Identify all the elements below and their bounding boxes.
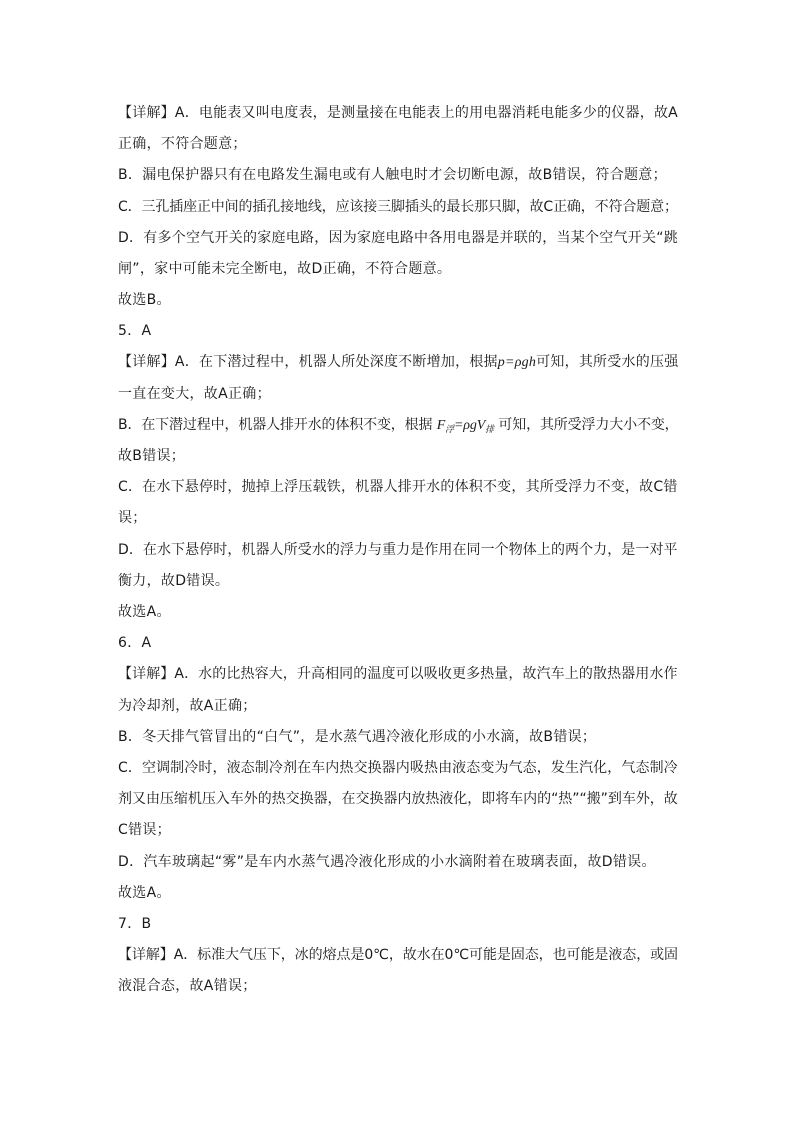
detail-label: 【详解】	[118, 947, 174, 963]
detail-label: 【详解】	[118, 105, 175, 121]
q4-line-d1: D．有多个空气开关的家庭电路，因为家庭电路中各用电器是并联的，当某个空气开关“跳	[118, 230, 679, 246]
q5-line-a2: 一直在变大，故A正确；	[118, 386, 271, 402]
detail-label: 【详解】	[118, 666, 175, 682]
q4-line-d2: 闸”，家中可能未完全断电，故D正确，不符合题意。	[118, 261, 452, 277]
q5-line-c2: 误；	[118, 510, 147, 526]
q5-line-c1: C．在水下悬停时，抛掉上浮压载铁，机器人排开水的体积不变，其所受浮力不变，故C错	[118, 479, 678, 495]
q4-line-a2: 正确，不符合题意；	[118, 136, 247, 152]
q6-line-c1: C．空调制冷时，液态制冷剂在车内热交换器内吸热由液态变为气态，发生汽化，气态制冷	[118, 760, 678, 776]
buoyancy-formula: $F_浮=\rho gV_排$	[436, 418, 495, 434]
q7-line-a2: 液混合态，故A错误；	[118, 978, 257, 994]
q5-line-d2: 衡力，故D错误。	[118, 573, 230, 589]
q6-line-b: B．冬天排气管冒出的“白气”，是水蒸气遇冷液化形成的小水滴，故B错误；	[118, 729, 597, 745]
q6-line-d: D．汽车玻璃起“雾”是车内水蒸气遇冷液化形成的小水滴附着在玻璃表面，故D错误。	[118, 854, 656, 870]
q6-line-a1: 【详解】A．水的比热容大，升高相同的温度可以吸收更多热量，故汽车上的散热器用水作	[118, 666, 678, 682]
q6-line-a2: 为冷却剂，故A正确；	[118, 698, 257, 714]
q4-line-c: C．三孔插座正中间的插孔接地线，应该接三脚插头的最长那只脚，故C正确，不符合题意；	[118, 199, 678, 215]
q4-choice: 故选B。	[118, 292, 171, 308]
q5-line-b2: 故B错误；	[118, 448, 186, 464]
q6-line-c3: C错误；	[118, 822, 171, 838]
q6-number: 6．A	[118, 635, 152, 651]
q6-line-c2: 剂又由压缩机压入车外的热交换器，在交换器内放热液化，即将车内的“热”“搬”到车外，故	[118, 791, 678, 807]
q4-line-a1: 【详解】A．电能表又叫电度表，是测量接在电能表上的用电器消耗电能多少的仪器，故A	[118, 105, 678, 121]
q5-choice: 故选A。	[118, 604, 171, 620]
q5-line-a1: 【详解】A．在下潜过程中，机器人所处深度不断增加，根据p=ρgh可知，其所受水的压强	[118, 354, 679, 370]
q6-choice: 故选A。	[118, 885, 171, 901]
q5-line-d1: D．在水下悬停时，机器人所受水的浮力与重力是作用在同一个物体上的两个力，是一对平	[118, 542, 678, 558]
q4-line-b: B．漏电保护器只有在电路发生漏电或有人触电时才会切断电源，故B错误，符合题意；	[118, 167, 667, 183]
detail-label: 【详解】	[118, 354, 175, 370]
q5-line-b1: B．在下潜过程中，机器人排开水的体积不变，根据 $F_浮=\rho gV_排$ 可知，其所受浮力大小不变，	[118, 417, 679, 434]
q7-line-a1: 【详解】A．标准大气压下，冰的熔点是0℃，故水在0℃可能是固态，也可能是液态，或固	[118, 947, 678, 963]
q5-number: 5．A	[118, 323, 152, 339]
pressure-formula: p=ρgh	[497, 355, 537, 370]
q7-number: 7．B	[118, 916, 152, 932]
